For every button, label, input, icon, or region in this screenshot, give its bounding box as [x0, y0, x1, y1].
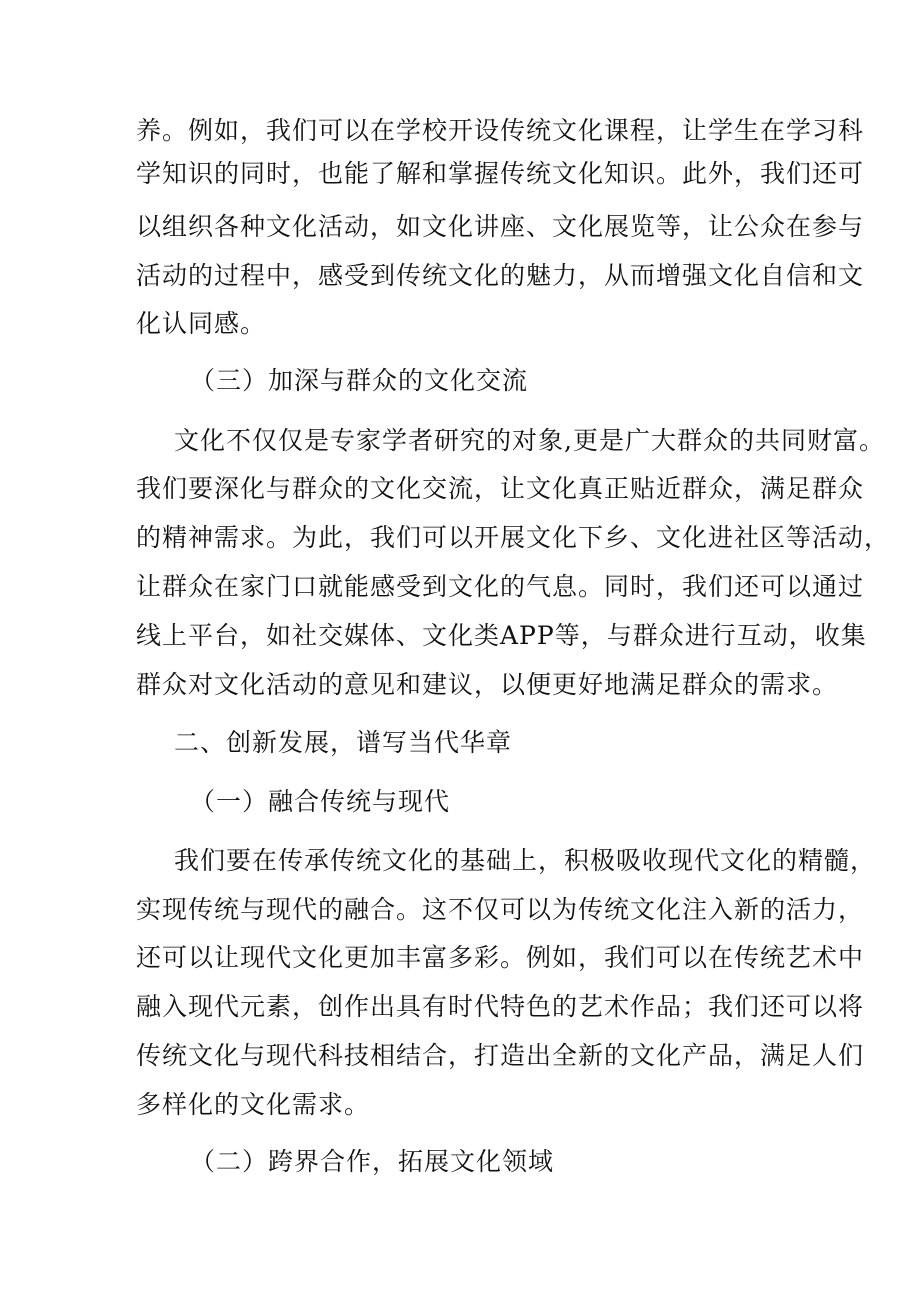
paragraph-line: 多样化的文化需求。: [136, 1090, 371, 1119]
subsection-heading: （一）融合传统与现代: [190, 787, 451, 816]
subsection-heading: （二）跨界合作，拓展文化领域: [190, 1147, 555, 1176]
paragraph-line: 文化不仅仅是专家学者研究的对象,更是广大群众的共同财富。: [174, 426, 885, 455]
paragraph-line: 线上平台，如社交媒体、文化类APP等，与群众进行互动，收集: [136, 621, 867, 650]
paragraph-line: 传统文化与现代科技相结合，打造出全新的文化产品，满足人们: [136, 1041, 865, 1070]
paragraph-line: 还可以让现代文化更加丰富多彩。例如，我们可以在传统艺术中: [136, 943, 865, 972]
paragraph-line: 我们要在传承传统文化的基础上，积极吸收现代文化的精髓，: [174, 846, 877, 875]
paragraph-line: 群众对文化活动的意见和建议，以便更好地满足群众的需求。: [136, 670, 839, 699]
paragraph-line: 化认同感。: [136, 309, 267, 338]
paragraph-line: 让群众在家门口就能感受到文化的气息。同时，我们还可以通过: [136, 572, 865, 601]
paragraph-line: 学知识的同时，也能了解和掌握传统文化知识。此外，我们还可: [136, 159, 865, 188]
subsection-heading: （三）加深与群众的文化交流: [190, 366, 529, 395]
paragraph-line: 融入现代元素，创作出具有时代特色的艺术作品；我们还可以将: [136, 992, 865, 1021]
paragraph-line: 以组织各种文化活动，如文化讲座、文化展览等，让公众在参与: [136, 212, 865, 241]
paragraph-line: 的精神需求。为此，我们可以开展文化下乡、文化进社区等活动，: [136, 523, 891, 552]
section-heading: 二、创新发展，谱写当代华章: [174, 728, 513, 757]
paragraph-line: 养。例如，我们可以在学校开设传统文化课程，让学生在学习科: [136, 116, 865, 145]
paragraph-line: 实现传统与现代的融合。这不仅可以为传统文化注入新的活力，: [136, 895, 865, 924]
paragraph-line: 我们要深化与群众的文化交流，让文化真正贴近群众，满足群众: [136, 474, 865, 503]
paragraph-line: 活动的过程中，感受到传统文化的魅力，从而增强文化自信和文: [136, 261, 865, 290]
